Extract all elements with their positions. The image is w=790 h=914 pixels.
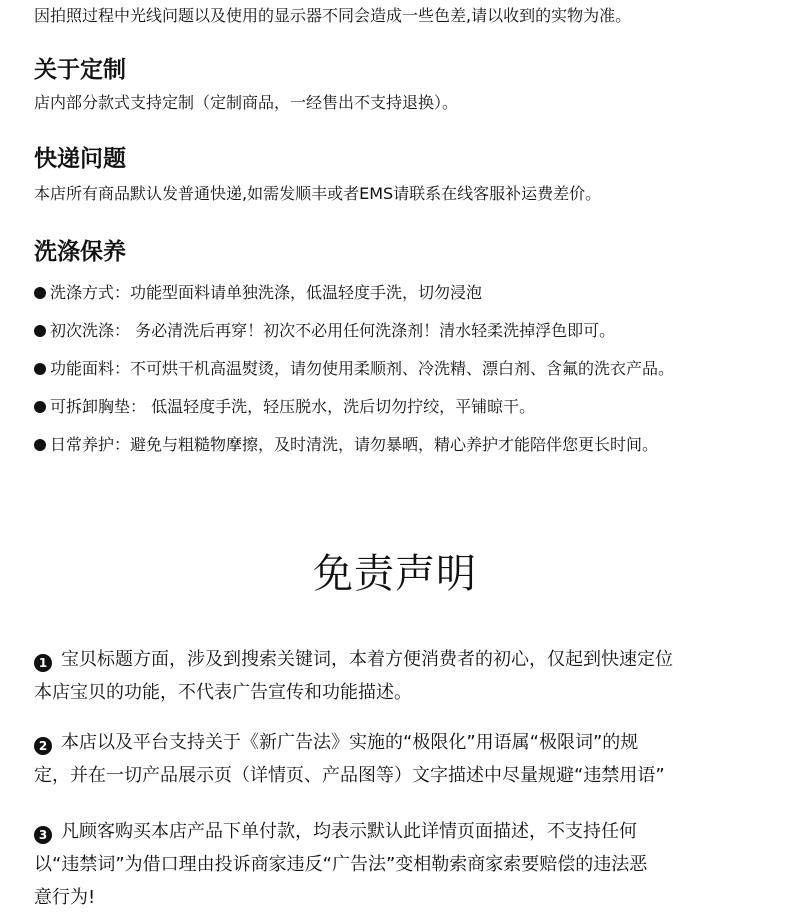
bullet-dot-icon xyxy=(34,287,46,299)
care-item xyxy=(34,320,615,342)
care-item-text: 功能面料：不可烘干机高温熨烫，请勿使用柔顺剂、冷洗精、漂白剂、含氟的洗衣产品。 xyxy=(50,359,675,378)
disclaimer-line-text: 定，并在一切产品展示页（详情页、产品图等）文字描述中尽量规避“违禁用语” xyxy=(34,765,665,786)
disclaimer-line-text: 宝贝标题方面，涉及到搜索关键词，本着方便消费者的初心，仅起到快速定位 xyxy=(61,649,673,670)
disclaimer-line xyxy=(34,726,769,759)
care-item xyxy=(34,396,535,418)
disclaimer-line-text: 以“违禁词”为借口理由投诉商家违反“广告法”变相勒索商家索要赔偿的违法恶 xyxy=(34,854,648,875)
bullet-dot-icon xyxy=(34,439,46,451)
care-item-text: 日常养护：避免与粗糙物摩擦，及时清洗，请勿暴晒，精心养护才能陪伴您更长时间。 xyxy=(50,435,659,454)
number-3-icon: 3 xyxy=(34,826,52,844)
disclaimer-line-text: 意行为! xyxy=(34,887,96,908)
number-1-icon: 1 xyxy=(34,654,52,672)
bullet-dot-icon xyxy=(34,325,46,337)
care-heading: 洗涤保养 xyxy=(34,239,126,265)
custom-heading: 关于定制 xyxy=(34,57,126,83)
disclaimer-line-text: 凡顾客购买本店产品下单付款，均表示默认此详情页面描述，不支持任何 xyxy=(61,821,637,842)
care-item-text: 洗涤方式：功能型面料请单独洗涤，低温轻度手洗，切勿浸泡 xyxy=(50,283,483,302)
shipping-text: 本店所有商品默认发普通快递,如需发顺丰或者EMS请联系在线客服补运费差价。 xyxy=(34,184,602,203)
disclaimer-line xyxy=(34,815,769,848)
top-note: 因拍照过程中光线问题以及使用的显示器不同会造成一些色差,请以收到的实物为准。 xyxy=(34,6,632,25)
care-item xyxy=(34,358,674,380)
disclaimer-line-text: 本店以及平台支持关于《新广告法》实施的“极限化”用语属“极限词”的规 xyxy=(61,732,639,753)
disclaimer-title: 免责声明 xyxy=(313,551,477,597)
custom-text: 店内部分款式支持定制（定制商品，一经售出不支持退换）。 xyxy=(34,93,459,112)
disclaimer-item xyxy=(34,643,769,709)
care-item-text: 可拆卸胸垫： 低温轻度手洗，轻压脱水，洗后切勿拧绞，平铺晾干。 xyxy=(50,397,536,416)
disclaimer-item xyxy=(34,815,769,914)
bullet-dot-icon xyxy=(34,401,46,413)
bullet-dot-icon xyxy=(34,363,46,375)
disclaimer-item xyxy=(34,726,769,792)
care-item-text: 初次洗涤： 务必清洗后再穿！初次不必用任何洗涤剂！清水轻柔洗掉浮色即可。 xyxy=(50,321,616,340)
disclaimer-line xyxy=(34,643,769,676)
care-item xyxy=(34,434,658,456)
disclaimer-line-text: 本店宝贝的功能，不代表广告宣传和功能描述。 xyxy=(34,682,412,703)
number-2-icon: 2 xyxy=(34,737,52,755)
shipping-heading: 快递问题 xyxy=(34,146,126,172)
care-item xyxy=(34,282,482,304)
